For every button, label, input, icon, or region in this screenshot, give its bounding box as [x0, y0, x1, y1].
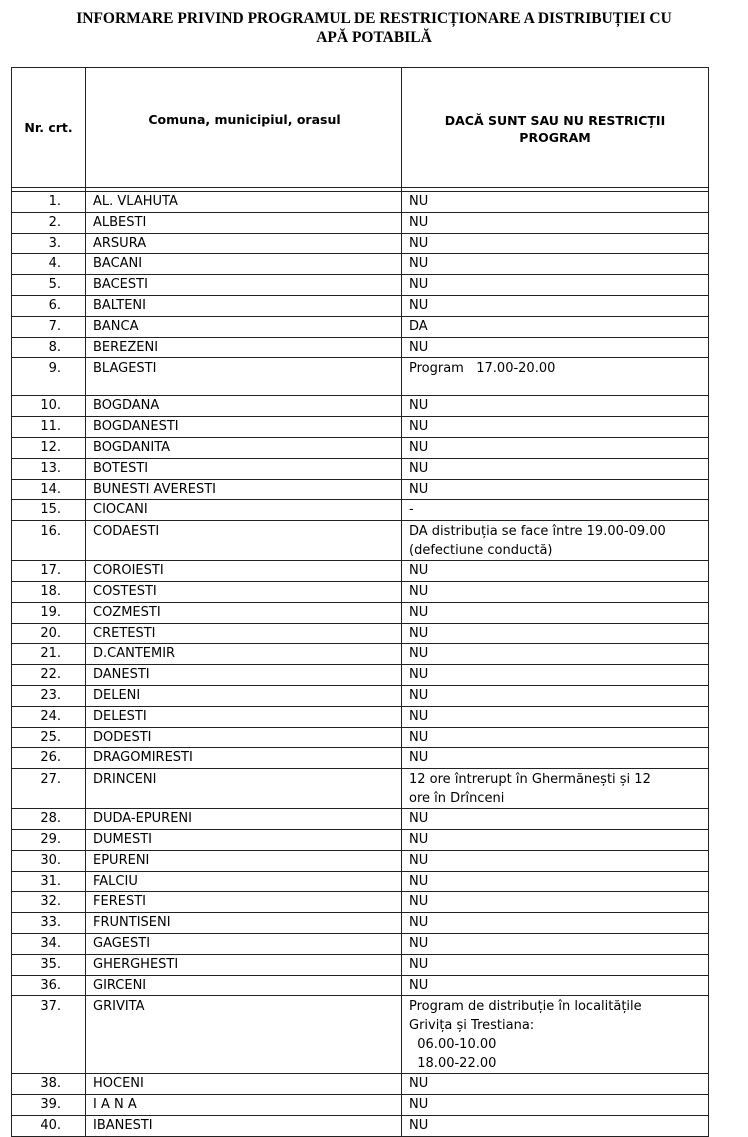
- row-status: [402, 337, 709, 358]
- row-status-line: NU: [409, 894, 429, 910]
- row-commune: BLAGESTI: [86, 358, 402, 396]
- row-commune: DELENI: [86, 685, 402, 706]
- row-status-line: NU: [409, 563, 429, 579]
- row-commune: CODAESTI: [86, 521, 402, 561]
- row-commune: FALCIU: [86, 871, 402, 892]
- table-row: [12, 254, 709, 275]
- row-status: [402, 561, 709, 582]
- row-status-line: NU: [409, 256, 429, 272]
- row-status-line: NU: [409, 831, 429, 847]
- row-status-line: NU: [409, 811, 429, 827]
- row-status: [402, 933, 709, 954]
- row-number: 7.: [12, 316, 86, 337]
- row-status: [402, 358, 709, 396]
- table-row: [12, 602, 709, 623]
- row-status: [402, 748, 709, 769]
- row-number: 16.: [12, 521, 86, 561]
- row-status: [402, 500, 709, 521]
- row-status-line: NU: [409, 750, 429, 766]
- row-status: [402, 829, 709, 850]
- row-status-line: NU: [409, 687, 429, 703]
- table-row: [12, 769, 709, 809]
- row-status: [402, 892, 709, 913]
- table-row: [12, 1115, 709, 1136]
- row-number: 28.: [12, 809, 86, 830]
- row-status: [402, 275, 709, 296]
- row-status-line: NU: [409, 977, 429, 993]
- row-status-line: NU: [409, 915, 429, 931]
- table-row: [12, 358, 709, 396]
- row-commune: BOTESTI: [86, 458, 402, 479]
- row-commune: EPURENI: [86, 850, 402, 871]
- row-status: [402, 954, 709, 975]
- row-number: 12.: [12, 437, 86, 458]
- row-commune: ALBESTI: [86, 212, 402, 233]
- row-number: 19.: [12, 602, 86, 623]
- row-status: [402, 254, 709, 275]
- row-commune: DUDA-EPURENI: [86, 809, 402, 830]
- row-status: [402, 479, 709, 500]
- row-number: 11.: [12, 417, 86, 438]
- table-row: [12, 233, 709, 254]
- row-number: 3.: [12, 233, 86, 254]
- row-status-line: NU: [409, 398, 429, 414]
- row-commune: BOGDANESTI: [86, 417, 402, 438]
- row-commune: BUNESTI AVERESTI: [86, 479, 402, 500]
- row-status-line: NU: [409, 708, 429, 724]
- table-row: [12, 581, 709, 602]
- row-commune: DELESTI: [86, 706, 402, 727]
- table-row: [12, 685, 709, 706]
- row-commune: GIRCENI: [86, 975, 402, 996]
- row-status-line: NU: [409, 1076, 429, 1092]
- header-status-line-1: DACĂ SUNT SAU NU RESTRICȚII: [444, 112, 666, 128]
- table-row: [12, 829, 709, 850]
- row-number: 30.: [12, 850, 86, 871]
- header-comuna: Comuna, municipiul, orasul: [86, 68, 402, 188]
- row-status-line: Grivița și Trestiana:: [409, 1018, 535, 1034]
- table-row: [12, 1074, 709, 1095]
- row-number: 2.: [12, 212, 86, 233]
- row-status-line: NU: [409, 667, 429, 683]
- row-status-line: (defectiune conductă): [409, 543, 553, 559]
- row-status-line: NU: [409, 729, 429, 745]
- row-number: 34.: [12, 933, 86, 954]
- row-commune: BANCA: [86, 316, 402, 337]
- restrictions-table: [11, 67, 709, 1137]
- row-number: 39.: [12, 1095, 86, 1116]
- row-number: 5.: [12, 275, 86, 296]
- row-number: 18.: [12, 581, 86, 602]
- row-status: [402, 850, 709, 871]
- table-row: [12, 337, 709, 358]
- row-number: 20.: [12, 623, 86, 644]
- row-status: [402, 809, 709, 830]
- row-number: 33.: [12, 913, 86, 934]
- row-number: 22.: [12, 665, 86, 686]
- row-status-line: NU: [409, 583, 429, 599]
- header-status: [402, 68, 709, 188]
- table-row: [12, 396, 709, 417]
- table-row: [12, 850, 709, 871]
- row-number: 25.: [12, 727, 86, 748]
- row-status: [402, 727, 709, 748]
- row-commune: CRETESTI: [86, 623, 402, 644]
- row-status: [402, 644, 709, 665]
- row-commune: HOCENI: [86, 1074, 402, 1095]
- row-status-line: NU: [409, 1097, 429, 1113]
- row-status-line: NU: [409, 956, 429, 972]
- table-row: [12, 665, 709, 686]
- row-number: 26.: [12, 748, 86, 769]
- table-row: [12, 500, 709, 521]
- row-commune: BOGDANA: [86, 396, 402, 417]
- row-status-line: 06.00-10.00: [409, 1037, 497, 1053]
- row-status-line: NU: [409, 419, 429, 435]
- row-commune: BALTENI: [86, 295, 402, 316]
- row-number: 24.: [12, 706, 86, 727]
- table-row: [12, 192, 709, 213]
- title-line-1: INFORMARE PRIVIND PROGRAMUL DE RESTRICȚIONARE A DISTRIBUȚIEI CU: [76, 10, 672, 27]
- table-row: [12, 437, 709, 458]
- row-status-line: NU: [409, 646, 429, 662]
- row-status: [402, 192, 709, 213]
- table-row: [12, 479, 709, 500]
- row-number: 37.: [12, 996, 86, 1074]
- row-status: [402, 458, 709, 479]
- row-number: 9.: [12, 358, 86, 396]
- row-status-line: -: [409, 502, 414, 518]
- row-commune: GAGESTI: [86, 933, 402, 954]
- row-status-line: NU: [409, 439, 429, 455]
- header-row: [12, 68, 709, 188]
- row-commune: BOGDANITA: [86, 437, 402, 458]
- row-status-line: ore în Drînceni: [409, 791, 505, 807]
- header-nr: Nr. crt.: [12, 68, 86, 188]
- table-row: [12, 975, 709, 996]
- header-status-line-2: PROGRAM: [519, 129, 591, 145]
- row-status-line: NU: [409, 625, 429, 641]
- table-row: [12, 913, 709, 934]
- row-number: 27.: [12, 769, 86, 809]
- table-row: [12, 417, 709, 438]
- table-row: [12, 295, 709, 316]
- row-number: 23.: [12, 685, 86, 706]
- row-status-line: NU: [409, 604, 429, 620]
- table-row: [12, 871, 709, 892]
- row-status: [402, 316, 709, 337]
- table-row: [12, 275, 709, 296]
- row-status: [402, 437, 709, 458]
- row-number: 10.: [12, 396, 86, 417]
- row-commune: COSTESTI: [86, 581, 402, 602]
- row-status: [402, 521, 709, 561]
- table-row: [12, 892, 709, 913]
- table-row: [12, 644, 709, 665]
- row-commune: FERESTI: [86, 892, 402, 913]
- row-number: 13.: [12, 458, 86, 479]
- row-status: [402, 996, 709, 1074]
- row-commune: GRIVITA: [86, 996, 402, 1074]
- row-status-line: NU: [409, 873, 429, 889]
- row-commune: I A N A: [86, 1095, 402, 1116]
- table-row: [12, 809, 709, 830]
- row-status: [402, 1095, 709, 1116]
- row-number: 8.: [12, 337, 86, 358]
- row-status-line: NU: [409, 460, 429, 476]
- row-number: 6.: [12, 295, 86, 316]
- table-row: [12, 933, 709, 954]
- row-status-line: NU: [409, 852, 429, 868]
- table-row: [12, 706, 709, 727]
- row-status-line: DA: [409, 318, 428, 334]
- table-row: [12, 561, 709, 582]
- row-status-line: NU: [409, 277, 429, 293]
- row-status-line: Program 17.00-20.00: [409, 361, 556, 377]
- table-row: [12, 458, 709, 479]
- table-row: [12, 996, 709, 1074]
- row-commune: ARSURA: [86, 233, 402, 254]
- row-commune: AL. VLAHUTA: [86, 192, 402, 213]
- row-status-line: 12 ore întrerupt în Ghermănești și 12: [409, 772, 651, 788]
- row-status-line: 18.00-22.00: [409, 1056, 497, 1072]
- row-commune: DUMESTI: [86, 829, 402, 850]
- row-commune: BACESTI: [86, 275, 402, 296]
- row-status-line: NU: [409, 235, 429, 251]
- table-row: [12, 748, 709, 769]
- row-status: [402, 602, 709, 623]
- row-status: [402, 685, 709, 706]
- row-commune: BEREZENI: [86, 337, 402, 358]
- row-commune: DANESTI: [86, 665, 402, 686]
- table-row: [12, 727, 709, 748]
- row-commune: CIOCANI: [86, 500, 402, 521]
- row-commune: GHERGHESTI: [86, 954, 402, 975]
- row-status: [402, 871, 709, 892]
- row-number: 14.: [12, 479, 86, 500]
- row-status-line: NU: [409, 339, 429, 355]
- table-row: [12, 212, 709, 233]
- row-status: [402, 233, 709, 254]
- table-row: [12, 623, 709, 644]
- row-status-line: NU: [409, 1117, 429, 1133]
- row-status: [402, 1074, 709, 1095]
- row-status: [402, 581, 709, 602]
- row-status: [402, 417, 709, 438]
- table-row: [12, 1095, 709, 1116]
- row-status-line: Program de distribuție în localitățile: [409, 999, 642, 1015]
- row-status: [402, 1115, 709, 1136]
- row-status: [402, 623, 709, 644]
- row-number: 31.: [12, 871, 86, 892]
- row-commune: FRUNTISENI: [86, 913, 402, 934]
- row-number: 15.: [12, 500, 86, 521]
- row-status: [402, 295, 709, 316]
- row-commune: DRINCENI: [86, 769, 402, 809]
- row-commune: COZMESTI: [86, 602, 402, 623]
- row-number: 29.: [12, 829, 86, 850]
- row-commune: COROIESTI: [86, 561, 402, 582]
- row-status-line: NU: [409, 481, 429, 497]
- table-row: [12, 316, 709, 337]
- row-number: 36.: [12, 975, 86, 996]
- row-status-line: NU: [409, 194, 429, 209]
- row-number: 1.: [12, 192, 86, 213]
- document-title: [0, 9, 748, 47]
- row-status-line: NU: [409, 297, 429, 313]
- table-body: [12, 192, 709, 1137]
- row-commune: DRAGOMIRESTI: [86, 748, 402, 769]
- row-status: [402, 975, 709, 996]
- row-number: 40.: [12, 1115, 86, 1136]
- row-number: 38.: [12, 1074, 86, 1095]
- row-commune: IBANESTI: [86, 1115, 402, 1136]
- row-number: 21.: [12, 644, 86, 665]
- row-number: 4.: [12, 254, 86, 275]
- row-status: [402, 706, 709, 727]
- title-line-2: APĂ POTABILĂ: [316, 29, 432, 46]
- row-commune: D.CANTEMIR: [86, 644, 402, 665]
- row-status: [402, 665, 709, 686]
- row-status: [402, 913, 709, 934]
- row-status: [402, 212, 709, 233]
- row-number: 32.: [12, 892, 86, 913]
- table-row: [12, 521, 709, 561]
- row-status-line: NU: [409, 935, 429, 951]
- row-number: 35.: [12, 954, 86, 975]
- row-number: 17.: [12, 561, 86, 582]
- row-commune: DODESTI: [86, 727, 402, 748]
- row-commune: BACANI: [86, 254, 402, 275]
- table-row: [12, 954, 709, 975]
- row-status-line: NU: [409, 214, 429, 230]
- row-status: [402, 769, 709, 809]
- row-status: [402, 396, 709, 417]
- row-status-line: DA distribuția se face între 19.00-09.00: [409, 524, 666, 540]
